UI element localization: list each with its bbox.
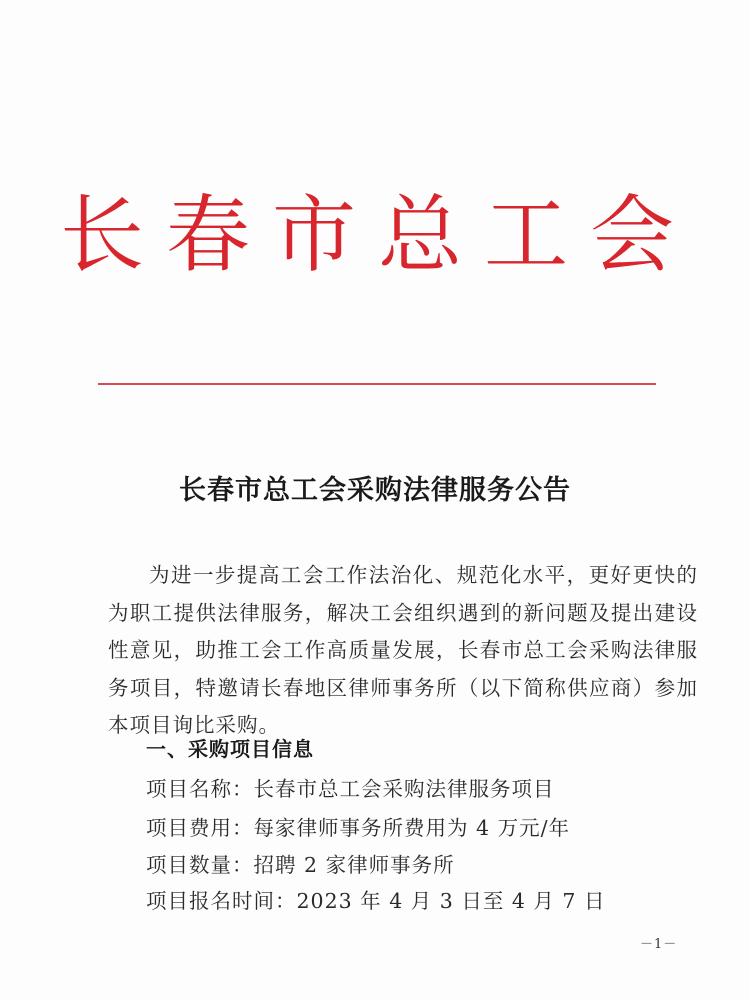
document-title: 长春市总工会采购法律服务公告 bbox=[179, 475, 571, 506]
info-label: 项目费用： bbox=[146, 816, 254, 840]
page-number: －1－ bbox=[640, 937, 678, 952]
info-label: 项目名称： bbox=[146, 777, 254, 801]
info-line-project-name bbox=[146, 772, 555, 802]
info-label: 项目数量： bbox=[146, 853, 254, 877]
info-value: 长春市总工会采购法律服务项目 bbox=[253, 777, 555, 801]
section-heading-project-info: 一、采购项目信息 bbox=[146, 737, 314, 761]
info-value: 招聘 2 家律师事务所 bbox=[253, 853, 455, 877]
intro-paragraph: 为进一步提高工会工作法治化、规范化水平，更好更快的为职工提供法律服务，解决工会组织遇到的新问题及提出建设性意见，助推工会工作高质量发展，长春市总工会采购法律服务项目，特邀请长春地区律师事务所（以下简称供应商）参加本项目询比采购。 bbox=[108, 563, 698, 737]
info-label: 项目报名时间： bbox=[146, 889, 297, 913]
letterhead-org-name: 长春市总工会 bbox=[60, 186, 697, 284]
info-line-registration-time bbox=[146, 884, 606, 914]
info-line-project-fee bbox=[146, 811, 570, 841]
info-value: 每家律师事务所费用为 4 万元/年 bbox=[253, 816, 570, 840]
info-value: 2023 年 4 月 3 日至 4 月 7 日 bbox=[296, 889, 606, 913]
letterhead-red-rule bbox=[98, 383, 656, 385]
info-line-project-quantity bbox=[146, 848, 455, 878]
